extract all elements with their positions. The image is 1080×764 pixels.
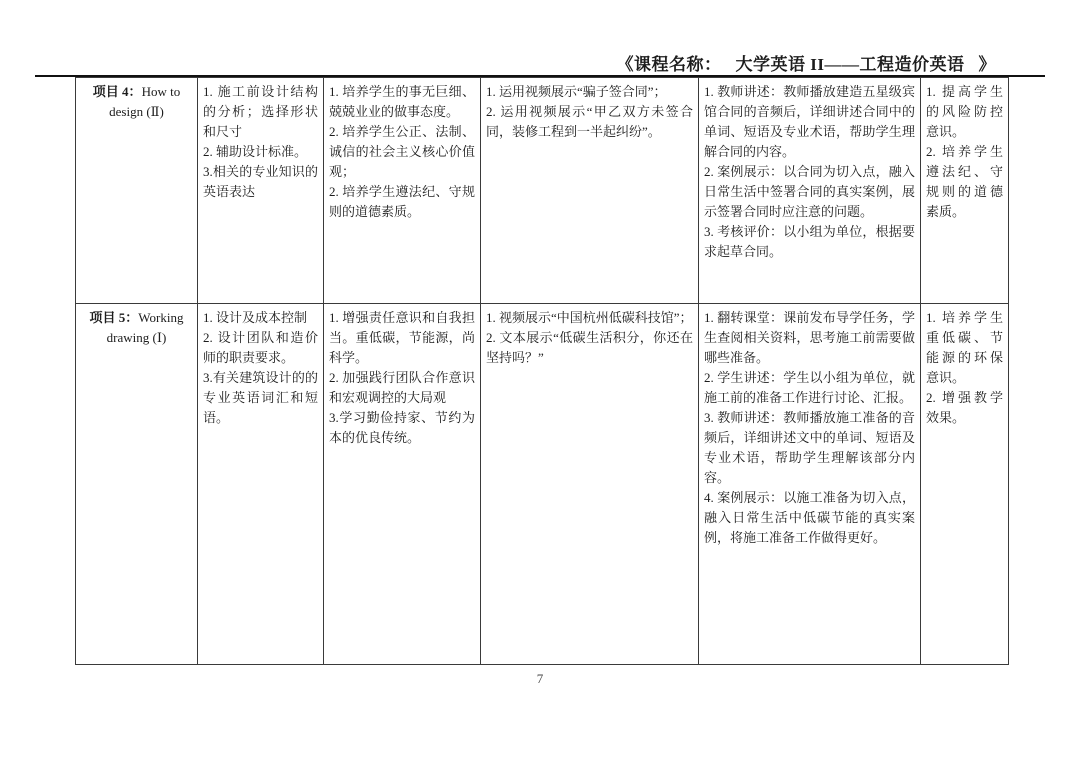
- list-item: 2. 学生讲述：学生以小组为单位，就施工前的准备工作进行讨论、汇报。: [704, 370, 915, 405]
- list-item: 3. 考核评价：以小组为单位，根据要求起草合同。: [704, 224, 915, 259]
- list-item: 3.有关建筑设计的的专业英语词汇和短语。: [203, 370, 318, 425]
- project-5-label: 项目 5：: [89, 310, 139, 325]
- course-name-suffix: 》: [978, 55, 996, 74]
- list-item: 1. 设计及成本控制: [203, 310, 308, 325]
- list-item: 2. 运用视频展示“甲乙双方未签合同，装修工程到一半起纠纷”。: [486, 104, 693, 139]
- project-5-name: Working drawing (Ⅰ): [106, 310, 184, 345]
- project-4-label: 项目 4：: [92, 84, 142, 99]
- course-syllabus-table: [75, 77, 1009, 665]
- teaching-process-cell: [699, 78, 921, 304]
- list-item: 1. 运用视频展示“骗子签合同”；: [486, 84, 667, 99]
- list-item: 1. 培养学生的事无巨细、兢兢业业的做事态度。: [329, 84, 475, 119]
- values-goals-cell: [324, 304, 481, 665]
- list-item: 2. 文本展示“低碳生活积分，你还在坚持吗？”: [486, 330, 693, 365]
- list-item: 2. 培养学生遵法纪、守规则的道德素质。: [926, 144, 1003, 219]
- list-item: 1. 培养学生重低碳、节能源的环保意识。: [926, 310, 1003, 385]
- list-item: 1. 翻转课堂：课前发布导学任务，学生查阅相关资料，思考施工前需要做哪些准备。: [704, 310, 915, 365]
- table-row: [76, 78, 1009, 304]
- project-4-name: How to design (Ⅱ): [109, 84, 181, 119]
- list-item: 2. 增强教学效果。: [926, 390, 1003, 425]
- list-item: 2. 培养学生公正、法制、诚信的社会主义核心价值观；: [329, 124, 475, 179]
- course-name-prefix: 《课程名称：: [616, 55, 722, 74]
- outcomes-cell: [921, 304, 1009, 665]
- teaching-process-cell: [699, 304, 921, 665]
- table-row: [76, 304, 1009, 665]
- values-goals-cell: [324, 78, 481, 304]
- list-item: 2. 加强践行团队合作意识和宏观调控的大局观: [329, 370, 475, 405]
- list-item: 2. 设计团队和造价师的职责要求。: [203, 330, 318, 365]
- media-display-cell: [481, 78, 699, 304]
- media-display-cell: [481, 304, 699, 665]
- project-5-cell: [76, 304, 198, 665]
- list-item: 3.学习勤俭持家、节约为本的优良传统。: [329, 410, 475, 445]
- course-title: 大学英语 II——工程造价英语: [722, 55, 979, 77]
- list-item: 4. 案例展示：以施工准备为切入点，融入日常生活中低碳节能的真实案例，将施工准备工作做得更好。: [704, 490, 915, 545]
- outcomes-cell: [921, 78, 1009, 304]
- list-item: 1. 教师讲述：教师播放建造五星级宾馆合同的音频后，详细讲述合同中的单词、短语及专业术语，帮助学生理解合同的内容。: [704, 84, 915, 159]
- list-item: 2. 培养学生遵法纪、守规则的道德素质。: [329, 184, 475, 219]
- list-item: 1. 提高学生的风险防控意识。: [926, 84, 1003, 139]
- course-title-header: [617, 50, 996, 75]
- list-item: 2. 案例展示：以合同为切入点，融入日常生活中签署合同的真实案例，展示签署合同时应注意的问题。: [704, 164, 915, 219]
- list-item: 1. 增强责任意识和自我担当。重低碳，节能源，尚科学。: [329, 310, 475, 365]
- list-item: 2. 辅助设计标准。: [203, 144, 308, 159]
- list-item: 3. 教师讲述：教师播放施工准备的音频后，详细讲述文中的单词、短语及专业术语，帮助学生理解该部分内容。: [704, 410, 915, 485]
- knowledge-points-cell: [198, 304, 324, 665]
- list-item: 3.相关的专业知识的英语表达: [203, 164, 318, 199]
- project-4-cell: [76, 78, 198, 304]
- list-item: 1. 视频展示“中国杭州低碳科技馆”；: [486, 310, 693, 325]
- page-number: 7: [536, 671, 544, 686]
- list-item: 1. 施工前设计结构的分析；选择形状和尺寸: [203, 84, 318, 139]
- knowledge-points-cell: [198, 78, 324, 304]
